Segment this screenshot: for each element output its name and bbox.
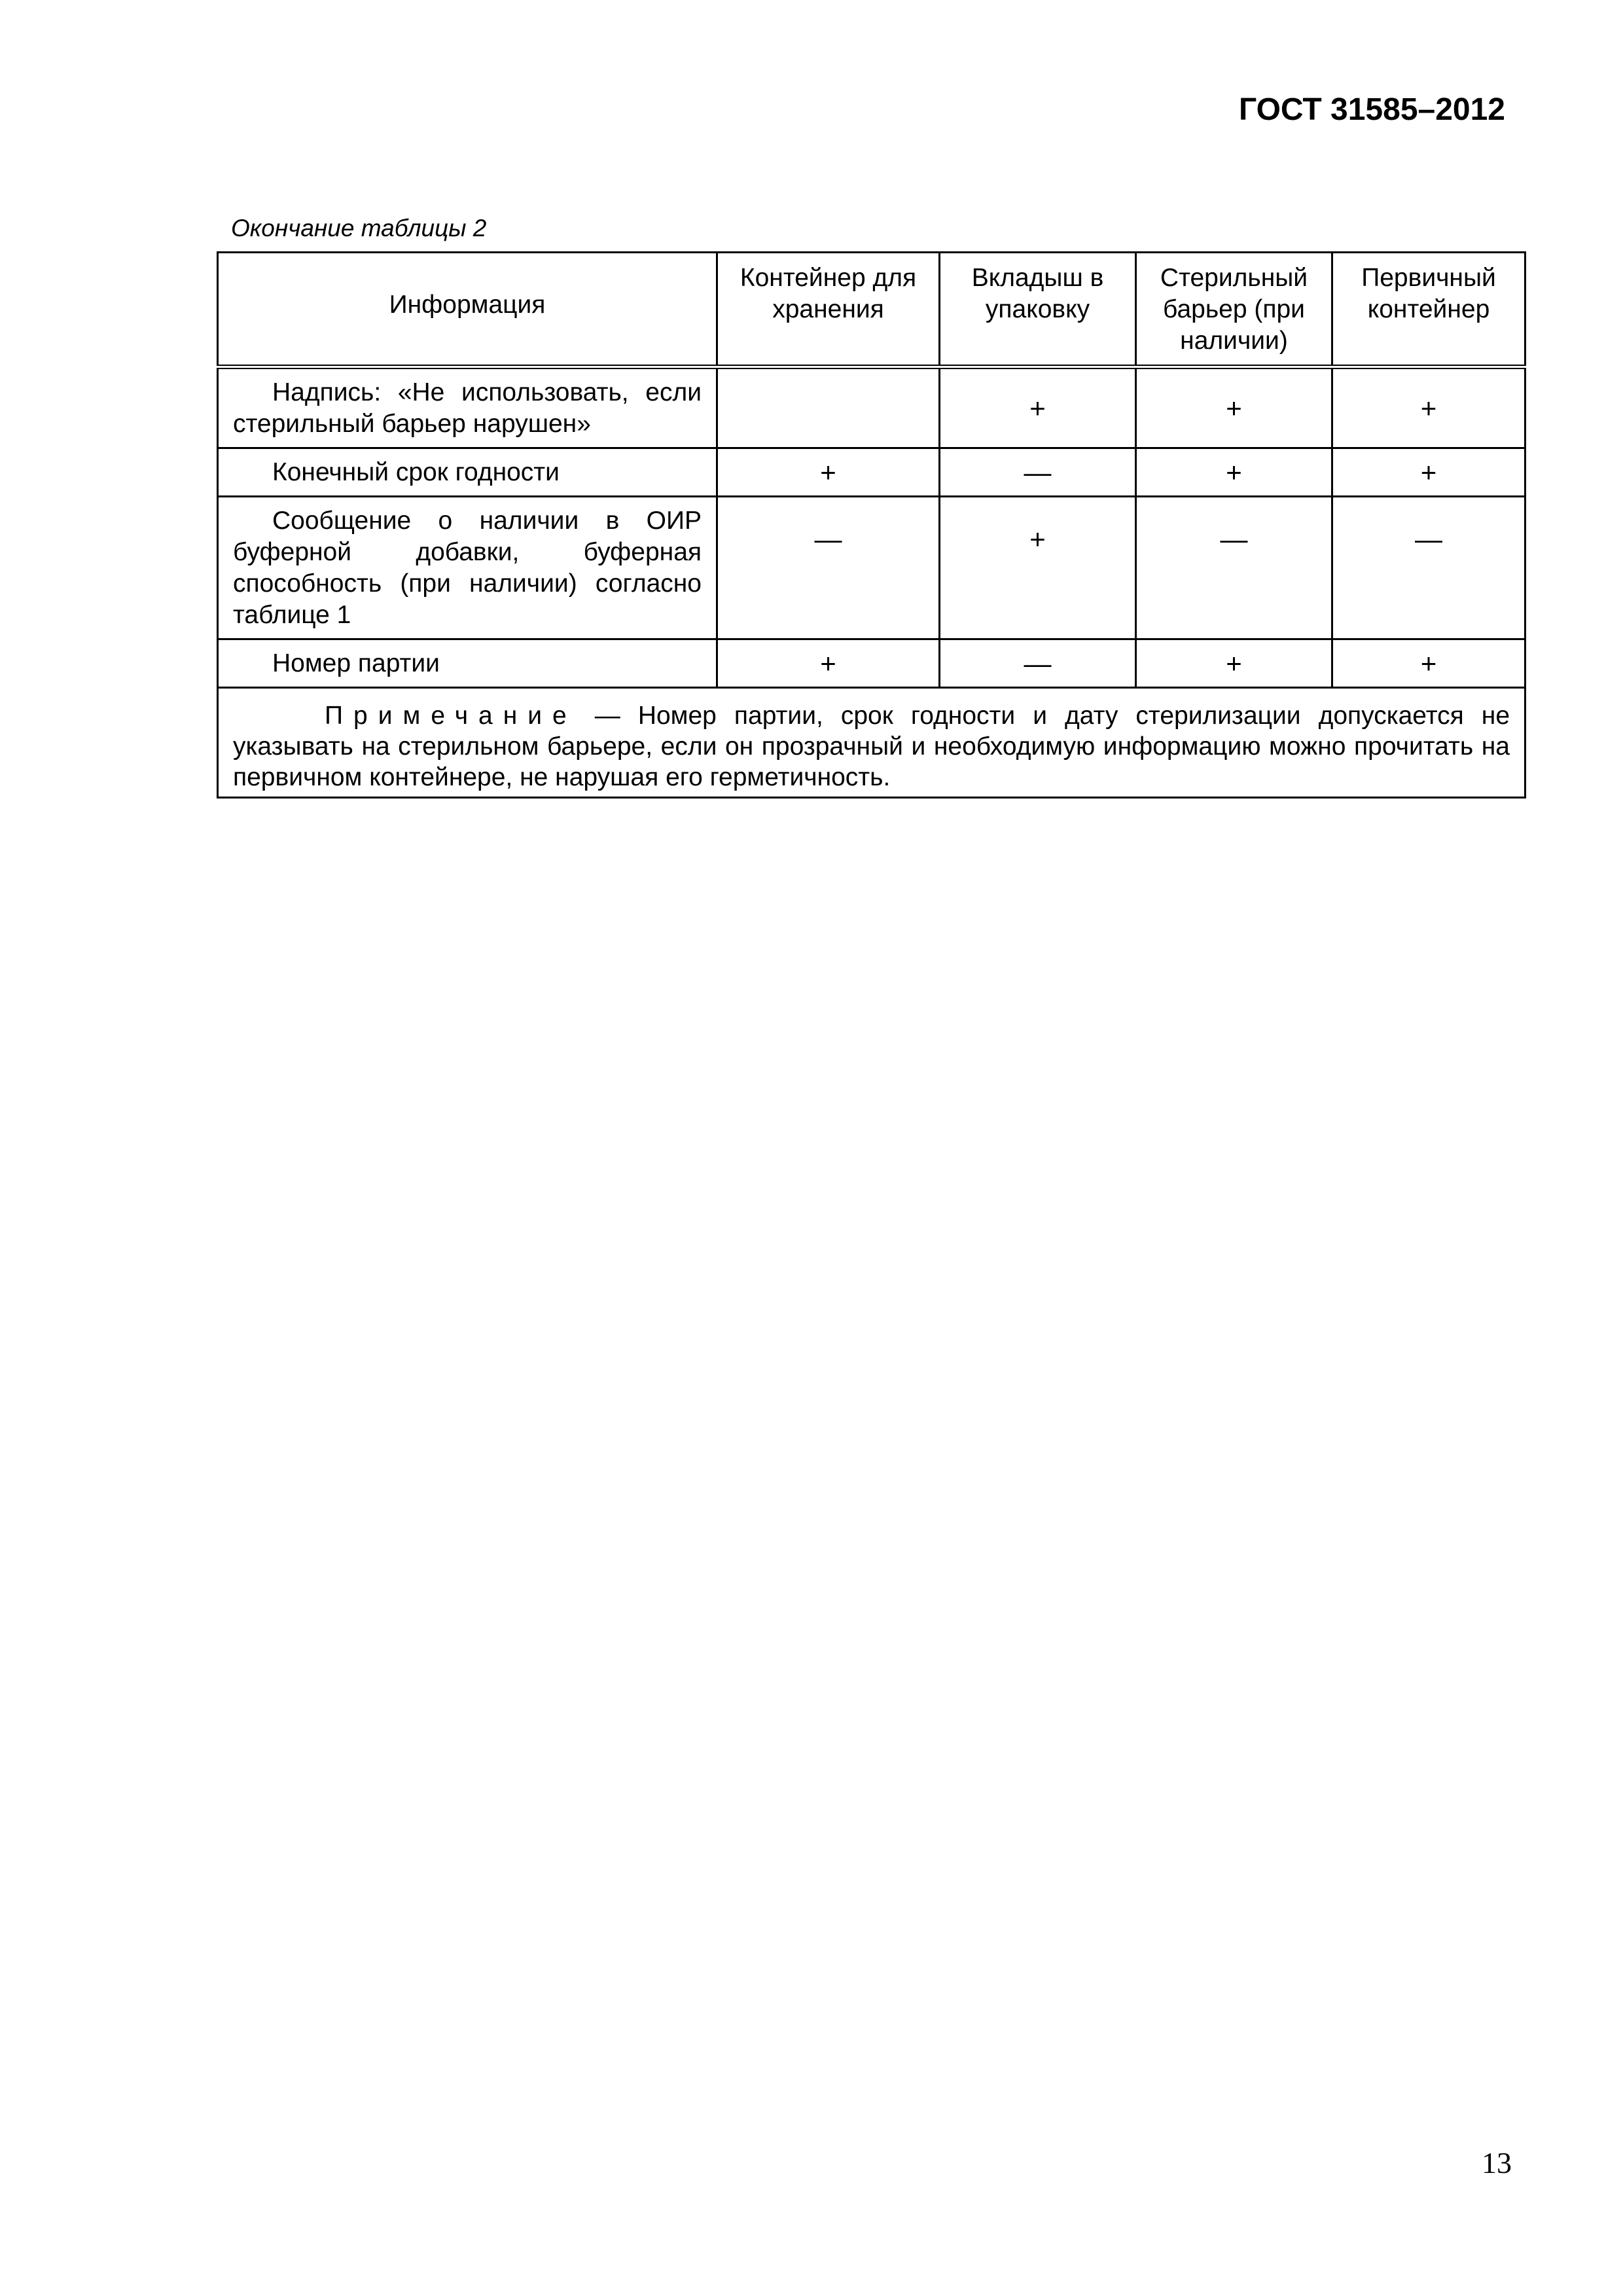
column-header-information: Информация <box>218 253 717 367</box>
page-number: 13 <box>1482 2146 1512 2179</box>
column-header-sterile-barrier: Стерильный барьер (при наличии) <box>1136 253 1332 367</box>
table-row <box>218 497 1525 639</box>
cell-primary-container: — <box>1332 497 1525 639</box>
table-note-row <box>218 688 1525 798</box>
table-caption: Окончание таблицы 2 <box>231 215 487 242</box>
row-label <box>218 448 717 497</box>
cell-primary-container: + <box>1332 448 1525 497</box>
cell-storage-container: + <box>717 639 940 688</box>
row-label-text: Надпись: «Не использовать, если стерильный барьер нарушен» <box>233 378 702 438</box>
cell-primary-container: + <box>1332 639 1525 688</box>
column-header-package-insert: Вкладыш в упаковку <box>940 253 1136 367</box>
row-label-text: Номер партии <box>272 649 440 677</box>
cell-sterile-barrier: — <box>1136 497 1332 639</box>
cell-package-insert: + <box>940 497 1136 639</box>
row-label-text: Сообщение о наличии в ОИР буферной добавки, буферная способность (при наличии) согласно таблице 1 <box>233 506 702 629</box>
cell-package-insert: — <box>940 639 1136 688</box>
row-label <box>218 367 717 448</box>
cell-storage-container <box>717 367 940 448</box>
cell-sterile-barrier: + <box>1136 639 1332 688</box>
column-header-storage-container: Контейнер для хранения <box>717 253 940 367</box>
cell-primary-container: + <box>1332 367 1525 448</box>
table-note <box>218 688 1525 798</box>
document-standard-id: ГОСТ 31585–2012 <box>1239 92 1505 127</box>
table-header-row <box>218 253 1525 367</box>
column-header-primary-container: Первичный контейнер <box>1332 253 1525 367</box>
table-row <box>218 367 1525 448</box>
table-row <box>218 448 1525 497</box>
row-label-text: Конечный срок годности <box>272 457 560 486</box>
row-label <box>218 639 717 688</box>
cell-sterile-barrier: + <box>1136 367 1332 448</box>
cell-storage-container: + <box>717 448 940 497</box>
cell-sterile-barrier: + <box>1136 448 1332 497</box>
cell-package-insert: — <box>940 448 1136 497</box>
cell-storage-container: — <box>717 497 940 639</box>
table-row <box>218 639 1525 688</box>
note-text: — Номер партии, срок годности и дату стерилизации допускается не указывать на стерильном барьере, если он прозрачный и необходимую информацию можно прочитать на первичном контейнере, не нарушая его герметичность. <box>233 702 1510 791</box>
information-table <box>217 251 1526 798</box>
note-label: Примечание <box>325 702 577 730</box>
row-label <box>218 497 717 639</box>
cell-package-insert: + <box>940 367 1136 448</box>
